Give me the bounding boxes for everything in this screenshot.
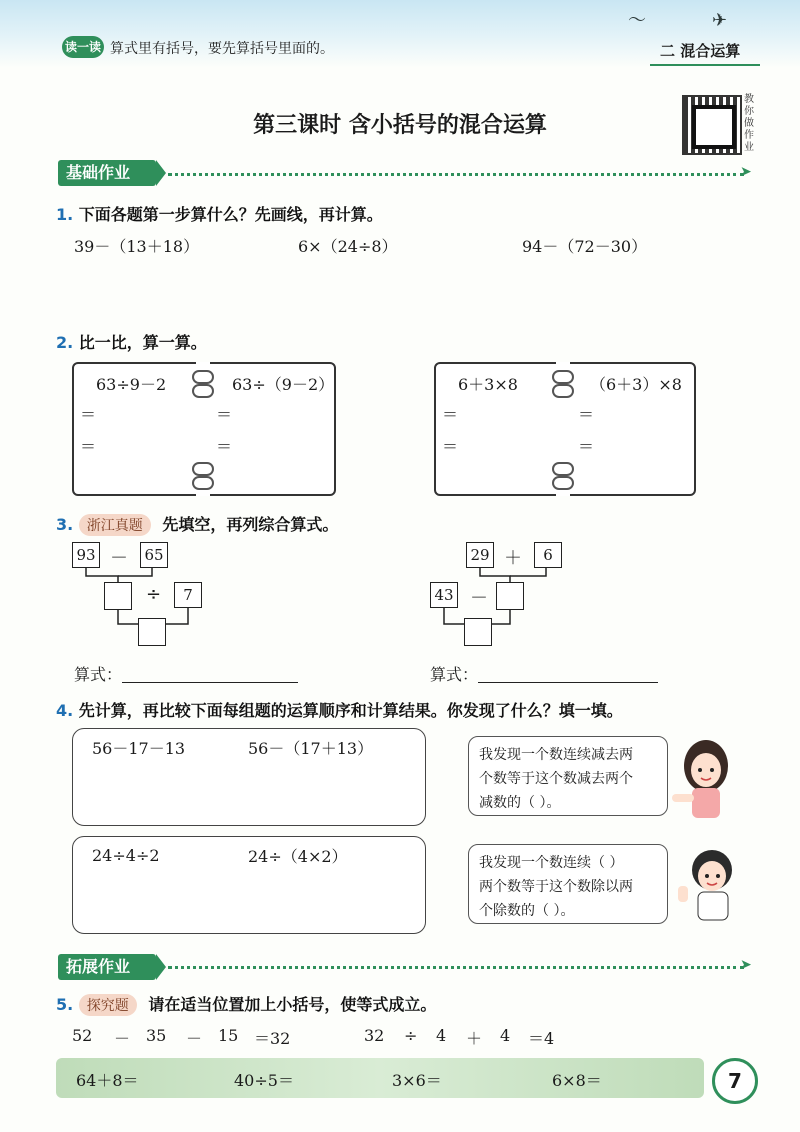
qr-caption: 教你做作业	[744, 94, 754, 153]
ring-icon	[552, 462, 574, 476]
q4-g2-a: 24÷4÷2	[92, 846, 160, 865]
formula-input[interactable]	[122, 664, 298, 683]
oral-item: 6×8＝	[552, 1071, 602, 1090]
q2-title	[56, 330, 207, 353]
q5-eq2-term: 4	[500, 1026, 511, 1045]
q2-left-b: 63÷（9－2）	[232, 375, 335, 394]
ring-icon	[552, 384, 574, 398]
q5-text: 请在适当位置加上小括号，使等式成立。	[148, 995, 437, 1014]
q5-eq1-op: －	[114, 1029, 131, 1048]
section-extended: 拓展作业	[58, 954, 156, 980]
ring-icon	[192, 384, 214, 398]
qr-code-center	[692, 105, 736, 149]
q4-title	[56, 698, 623, 721]
oral-item: 3×6＝	[392, 1071, 442, 1090]
operator: ÷	[146, 584, 162, 605]
speech-line: 个数等于这个数减去两个	[479, 771, 633, 787]
ring-icon	[192, 462, 214, 476]
section-divider	[168, 173, 744, 176]
q5-eq1-op: －	[186, 1029, 203, 1048]
q1-expr-1: 39－（13＋18）	[74, 237, 200, 256]
section-basic: 基础作业	[58, 160, 156, 186]
lesson-title: 第三课时 含小括号的混合运算	[253, 113, 547, 138]
number-box: 7	[174, 582, 202, 608]
q3-title	[56, 512, 338, 536]
q2-number: 2.	[56, 333, 74, 352]
number-box: 65	[140, 542, 168, 568]
speech-bubble-1	[468, 736, 668, 816]
answer-box[interactable]	[104, 582, 132, 610]
number-box: 6	[534, 542, 562, 568]
q5-eq2-op: ＋	[466, 1029, 483, 1048]
q5-eq2-op: ÷	[404, 1026, 418, 1045]
q5-eq1-result: ＝32	[254, 1029, 291, 1048]
ring-icon	[192, 476, 214, 490]
q1-expr-3: 94－（72－30）	[522, 237, 648, 256]
equals-line: ＝	[578, 405, 595, 424]
q5-eq1-term: 35	[146, 1026, 167, 1045]
q1-number: 1.	[56, 205, 74, 224]
boy-illustration-icon	[674, 846, 744, 926]
number-box: 93	[72, 542, 100, 568]
speech-line: 我发现一个数连续减去两	[479, 747, 633, 763]
q5-eq1-term: 52	[72, 1026, 93, 1045]
equals-line: ＝	[80, 437, 97, 456]
operator: ＋	[504, 548, 522, 569]
number-box: 43	[430, 582, 458, 608]
q5-number: 5.	[56, 995, 74, 1014]
equals-line: ＝	[442, 437, 459, 456]
arrow-right-icon: ➤	[740, 164, 752, 180]
q2-right-a: 6＋3×8	[458, 375, 518, 394]
q4-g1-a: 56－17－13	[92, 739, 186, 758]
speech-bubble-2	[468, 844, 668, 924]
unit-underline	[650, 64, 760, 66]
q5-tag: 探究题	[79, 994, 137, 1016]
equals-line: ＝	[216, 437, 233, 456]
equals-line: ＝	[216, 405, 233, 424]
q4-g1-b: 56－（17＋13）	[248, 739, 374, 758]
ring-icon	[552, 476, 574, 490]
formula-input[interactable]	[478, 664, 658, 683]
read-badge: 读一读	[62, 36, 104, 58]
answer-box[interactable]	[496, 582, 524, 610]
speech-line: 我发现一个数连续（ ）	[479, 855, 624, 871]
oral-math-bar	[56, 1058, 704, 1098]
girl-illustration-icon	[670, 736, 740, 826]
q4-text: 先计算，再比较下面每组题的运算顺序和计算结果。你发现了什么？填一填。	[78, 701, 623, 720]
q1-text: 下面各题第一步算什么？先画线，再计算。	[78, 205, 383, 224]
oral-item: 64＋8＝	[76, 1071, 139, 1090]
ring-icon	[192, 370, 214, 384]
q5-eq2-term: 32	[364, 1026, 385, 1045]
equals-line: ＝	[442, 405, 459, 424]
q2-text: 比一比，算一算。	[78, 333, 207, 352]
q5-eq2-term: 4	[436, 1026, 447, 1045]
q5-eq2-result: ＝4	[528, 1029, 555, 1048]
equals-line: ＝	[578, 437, 595, 456]
page-number: 7	[712, 1058, 758, 1104]
number-box: 29	[466, 542, 494, 568]
ring-icon	[552, 370, 574, 384]
q3-number: 3.	[56, 515, 74, 534]
answer-box[interactable]	[138, 618, 166, 646]
formula-label: 算式：	[430, 665, 479, 684]
q1-expr-2: 6×（24÷8）	[298, 237, 398, 256]
operator: －	[110, 548, 128, 569]
oral-item: 40÷5＝	[234, 1071, 294, 1090]
formula-label: 算式：	[74, 665, 123, 684]
q5-title	[56, 992, 436, 1016]
bird-icon: ✈	[712, 10, 728, 31]
q3-tag: 浙江真题	[79, 514, 151, 536]
answer-box[interactable]	[464, 618, 492, 646]
speech-line: 个除数的（ ）。	[479, 903, 575, 919]
operator: －	[470, 588, 488, 609]
speech-line: 两个数等于这个数除以两	[479, 879, 633, 895]
speech-line: 减数的（ ）。	[479, 795, 561, 811]
q4-number: 4.	[56, 701, 74, 720]
q4-g2-b: 24÷（4×2）	[248, 847, 348, 866]
unit-label: 二 混合运算	[660, 42, 741, 60]
equals-line: ＝	[80, 405, 97, 424]
section-divider	[168, 966, 744, 969]
q2-left-a: 63÷9－2	[96, 375, 167, 394]
q1-title	[56, 202, 383, 225]
read-tip: 算式里有括号，要先算括号里面的。	[110, 41, 334, 57]
bird-icon: 〜	[628, 10, 646, 31]
q2-right-b: （6＋3）×8	[590, 375, 682, 394]
arrow-right-icon: ➤	[740, 957, 752, 973]
q5-eq1-term: 15	[218, 1026, 239, 1045]
q3-text: 先填空，再列综合算式。	[162, 515, 339, 534]
